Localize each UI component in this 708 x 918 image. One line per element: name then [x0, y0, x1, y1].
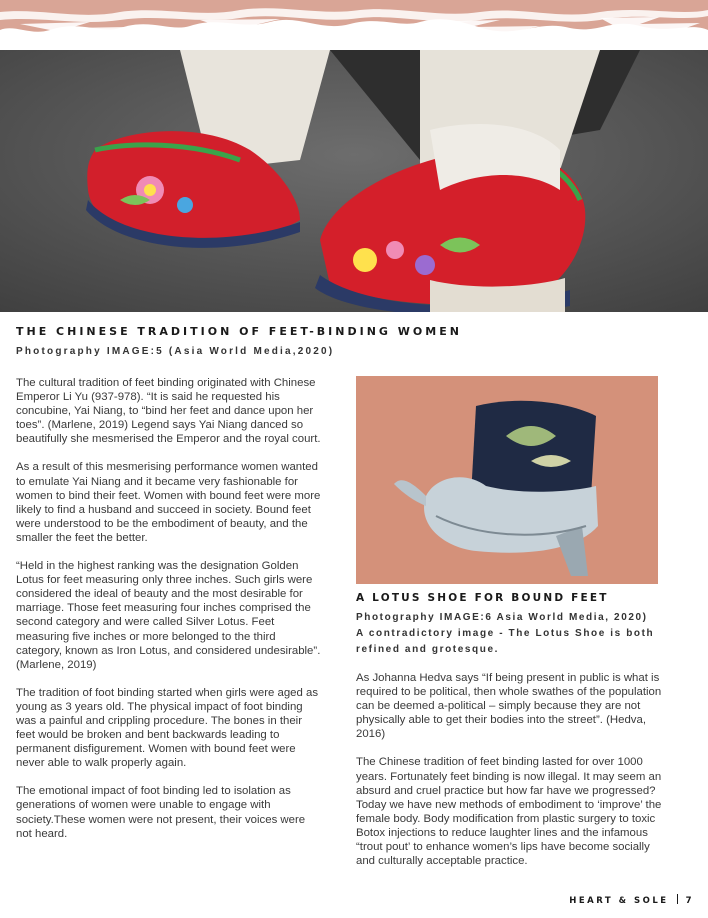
right-column: [356, 671, 668, 882]
paragraph: The cultural tradition of feet binding originated with Chinese Emperor Li Yu (937-978). “It is said he requested his concubine, Yai Niang, to “bind her feet and dance upon her toes”. (Marlene, 2019) Legend says Yai Niang danced so beautifully she mesmerised the Emperor and the royal court.: [16, 377, 321, 446]
lotus-shoe-caption-line: A contradictory image - The Lotus Shoe is both refined and grotesque.: [356, 628, 655, 655]
magazine-name: HEART & SOLE: [569, 896, 669, 906]
lotus-shoe-caption: [356, 610, 686, 658]
lotus-shoe-photo: [356, 376, 658, 584]
bound-feet-shoes-illustration: [0, 50, 708, 312]
page-footer: [569, 894, 694, 906]
page-number: 7: [685, 896, 694, 906]
lotus-shoe-caption-line: Photography IMAGE:6 Asia World Media, 2020): [356, 612, 648, 623]
lotus-shoe-title: A LOTUS SHOE FOR BOUND FEET: [356, 592, 609, 604]
paragraph: The tradition of foot binding started when girls were aged as young as 3 years old. The physical impact of foot binding was a painful and crippling procedure. The bones in their feet would be broken and bent backwards leading to permanent disfigurement. Women with bound feet were never able to walk properly again.: [16, 686, 319, 770]
photo-caption: Photography IMAGE:5 (Asia World Media,2020): [16, 346, 335, 357]
paragraph: “Held in the highest ranking was the designation Golden Lotus for feet measuring only three inches. Such girls were considered the ideal of beauty and the most desirable for marriage. Those feet measuring four inches comprised the second category and were called Silver Lotus. Feet measuring five inches or more belonged to the third category, known as Iron Lotus, and considered undesirable”. (Marlene, 2019): [16, 560, 321, 671]
lotus-shoe-illustration: [356, 376, 658, 584]
section-title: THE CHINESE TRADITION OF FEET-BINDING WOMEN: [16, 325, 462, 338]
paragraph: As Johanna Hedva says “If being present in public is what is required to be political, then whole swathes of the population can be deemed a-political – simply because they are not physically able to get their bodies into the street”. (Hedva, 2016): [356, 672, 662, 741]
footer-divider: [677, 894, 678, 904]
brush-stroke-graphic: [0, 0, 708, 56]
hero-photo-bound-feet-shoes: [0, 50, 708, 312]
paragraph: The emotional impact of foot binding led to isolation as generations of women were unable to engage with society.These women were not present, their voices were not heard.: [16, 785, 306, 840]
paragraph: The Chinese tradition of feet binding lasted for over 1000 years. Fortunately feet binding is now illegal. It may seem an absurd and cruel practice but how far have we progressed? Today we have new methods of embodiment to ‘improve’ the female body. Body modification from plastic surgery to toxic Botox injections to reduce laughter lines and the infamous “trout pout’ to enhance women’s lips have become socially and culturally acceptable practice.: [356, 756, 662, 868]
paragraph: As a result of this mesmerising performance women wanted to emulate Yai Niang and it became very fashionable for women to bind their feet. Women with bound feet were more likely to find a husband and succeed in society. Bound feet were understood to be the embodiment of beauty, and the smaller the feet the better.: [16, 461, 321, 544]
left-column: [16, 376, 324, 855]
top-brush-banner: [0, 0, 708, 56]
